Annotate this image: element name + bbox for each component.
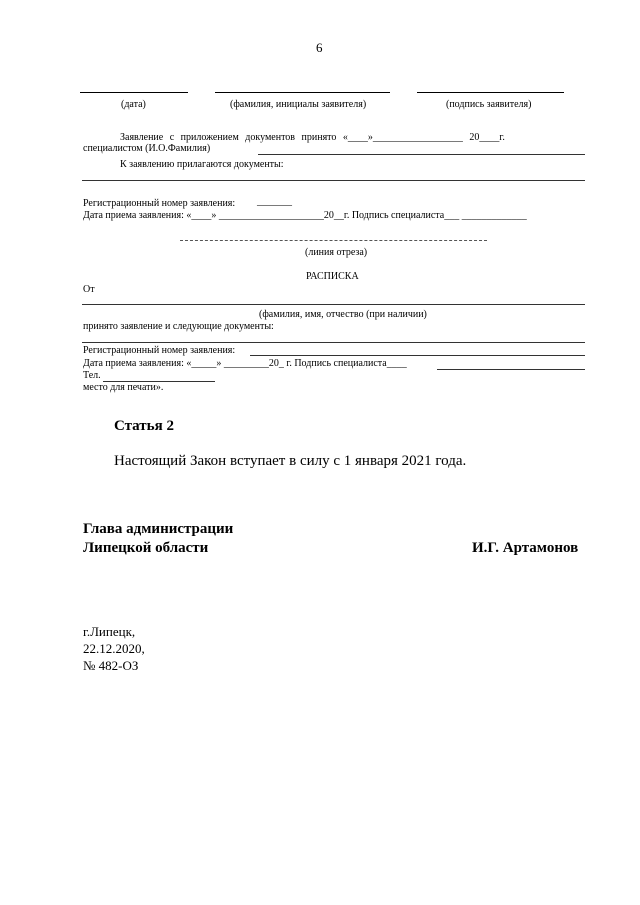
receipt-signature-blank (437, 369, 585, 370)
receipt-stamp-place: место для печати». (83, 382, 164, 393)
signature-line (417, 92, 564, 93)
cut-line (180, 240, 487, 241)
date-caption: (дата) (121, 99, 146, 110)
receipt-reg-blank (250, 355, 585, 356)
name-caption: (фамилия, инициалы заявителя) (230, 99, 367, 110)
receipt-fio-caption: (фамилия, имя, отчество (при наличии) (259, 309, 427, 320)
signatory-title-line1: Глава администрации (83, 521, 234, 537)
attached-docs-label: К заявлению прилагаются документы: (120, 159, 284, 170)
footer-city: г.Липецк, (83, 624, 136, 639)
signatory-title-line2: Липецкой области (83, 540, 209, 556)
cut-line-caption: (линия отреза) (305, 247, 368, 258)
receipt-date-line: Дата приема заявления: «_____» _________20_ г. Подпись специалиста____ (83, 358, 407, 369)
signatory-name: И.Г. Артамонов (472, 540, 579, 556)
reg-number-blank: _______ (257, 196, 292, 207)
receipt-reg-number: Регистрационный номер заявления: (83, 345, 236, 356)
footer-date: 22.12.2020, (83, 641, 145, 656)
receipt-docs-blank (82, 342, 585, 343)
reception-date-line: Дата приема заявления: «____» _____________________20__г. Подпись специалиста___ _____________ (83, 210, 527, 221)
receipt-from-blank (82, 304, 585, 305)
article-heading: Статья 2 (114, 418, 174, 434)
receipt-from: От (83, 284, 95, 295)
name-line (215, 92, 390, 93)
specialist-blank (258, 154, 585, 155)
footer-number: № 482-ОЗ (83, 658, 139, 673)
receipt-phone: Тел. (83, 370, 101, 381)
attached-docs-blank (82, 180, 585, 181)
specialist-label: специалистом (И.О.Фамилия) (83, 143, 211, 154)
reg-number-label: Регистрационный номер заявления: (83, 198, 236, 209)
receipt-accepted-docs: принято заявление и следующие документы: (83, 321, 274, 332)
receipt-title: РАСПИСКА (306, 271, 359, 282)
accepted-line: Заявление с приложением документов принято «____»__________________ 20____г. (120, 132, 505, 143)
page-number: 6 (316, 40, 323, 55)
article-text: Настоящий Закон вступает в силу с 1 января 2021 года. (114, 453, 467, 469)
date-line (80, 92, 188, 93)
signature-caption: (подпись заявителя) (446, 99, 532, 110)
